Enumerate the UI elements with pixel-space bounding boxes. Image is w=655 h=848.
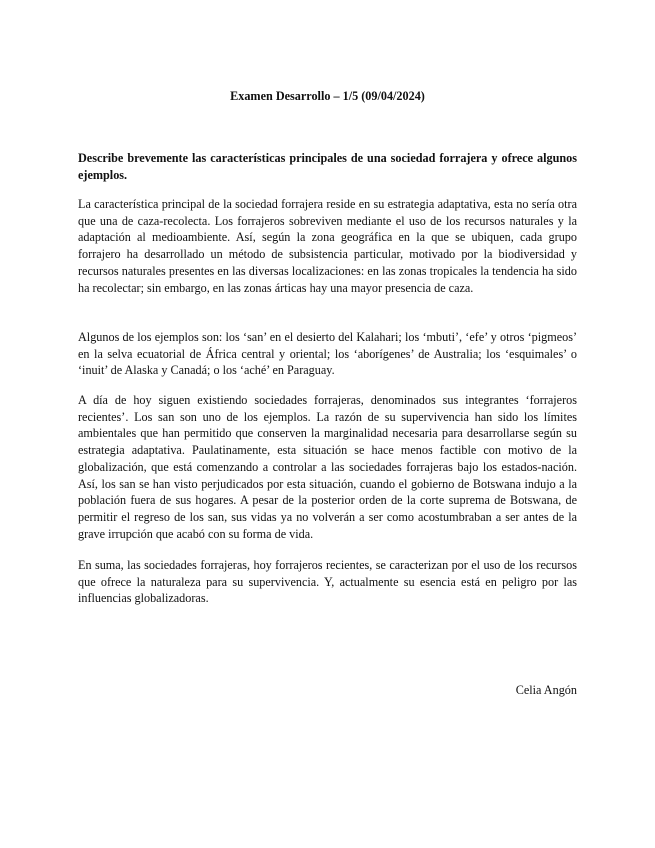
answer-paragraph-4: En suma, las sociedades forrajeras, hoy forrajeros recientes, se caracterizan por el uso de los recursos que ofrece la naturaleza para su supervivencia. Y, actualmente su esencia está en peligro por las influencias globalizadoras. [78, 558, 577, 606]
answer-paragraph-1: La característica principal de la sociedad forrajera reside en su estrategia adaptativa, esta no sería otra que una de caza-recolecta. Los forrajeros sobreviven mediante el uso de los recursos naturales y la adaptación al medioambiente. Así, según la zona geográfica en la que se ubiquen, cada grupo forrajero ha desarrollado un método de subsistencia particular, motivado por la biodiversidad y recursos naturales presentes en las diversas localizaciones: en las zonas tropicales la tendencia ha sido ha recolectar; sin embargo, en las zonas árticas hay una mayor presencia de caza. [78, 197, 577, 295]
answer-paragraph-3: A día de hoy siguen existiendo sociedades forrajeras, denominados sus integrantes ‘forrajeros recientes’. Los san son uno de los ejemplos. La razón de su supervivencia han sido los límites ambientales que han permitido que conserven la marginalidad necesaria para desarrollarse según su estrategia adaptativa. Paulatinamente, esta situación se hace menos factible con motivo de la globalización, que está comenzando a controlar a las sociedades forrajeras bajo los estados-nación. Así, los san se han visto perjudicados por esta situación, cuando el gobierno de Botswana indujo a la población fuera de sus hogares. A pesar de la posterior orden de la corte suprema de Botswana, de permitir el regreso de los san, sus vidas ya no volverán a ser como acostumbraban a ser antes de la grave irrupción que acabó con su forma de vida. [78, 393, 577, 541]
author-signature: Celia Angón [515, 683, 577, 697]
document-title: Examen Desarrollo – 1/5 (09/04/2024) [230, 89, 425, 103]
answer-paragraph-2: Algunos de los ejemplos son: los ‘san’ en el desierto del Kalahari; los ‘mbuti’, ‘efe’ y otros ‘pigmeos’ en la selva ecuatorial de África central y oriental; los ‘aborígenes’ de Australia; los ‘esquimales’ o ‘inuit’ de Alaska y Canadá; o los ‘aché’ en Paraguay. [78, 330, 577, 378]
exam-question: Describe brevemente las características principales de una sociedad forrajera y ofrece algunos ejemplos. [78, 151, 577, 182]
